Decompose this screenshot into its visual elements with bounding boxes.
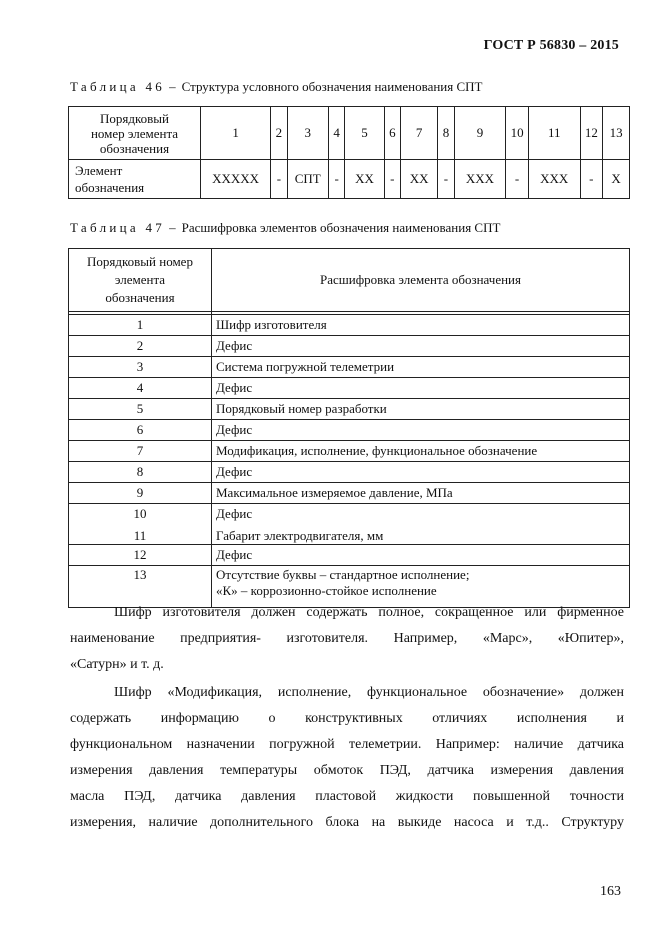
paragraph-line: Шифр «Модификация, исполнение, функциональное обозначение» должен [114,685,624,700]
table-46-row2-header [69,160,201,199]
table-46-element-cell: - [506,160,529,199]
table-46-number-cell: 3 [287,107,328,160]
table-row [69,336,630,357]
paragraph-line: «Сатурн» и т. д. [70,657,164,672]
table-46-number-cell: 7 [401,107,438,160]
table-47-num-cell: 7 [69,441,212,462]
table-47-header-row [69,249,630,312]
table-46-caption-dash: – [169,79,176,94]
paragraph-line: масла ПЭД, датчика давления пластовой жидкости повышенной точности [70,789,624,804]
table-47-text-cell: Дефис [212,378,630,399]
paragraph-line: измерения, наличие дополнительного блока на выкиде насоса и т.д.. Структуру [70,815,624,830]
table-47-text-cell: Дефис [212,336,630,357]
table-row [69,483,630,504]
table-47-text-line: Отсутствие буквы – стандартное исполнение; [216,567,470,582]
table-47-text-cell: Система погружной телеметрии [212,357,630,378]
paragraph-line: содержать информацию о конструктивных отличиях исполнения и [70,711,624,726]
table-46-number-cell: 10 [506,107,529,160]
table-47-col1-header-line: элемента [114,272,166,287]
table-47-num-line: 10 [133,506,147,521]
table-47-text-line: Дефис [216,506,253,521]
table-row [69,504,630,545]
table-46-row1-header-line: обозначения [99,140,170,156]
table-47-caption-title: Расшифровка элементов обозначения наименования СПТ [181,220,501,235]
table-47-text-cell: Модификация, исполнение, функциональное обозначение [212,441,630,462]
table-47-col1-header [69,249,212,312]
table-46-number-cell: 12 [580,107,603,160]
table-46-row1-header-line: номер элемента [90,125,179,141]
table-47-text-cell: Порядковый номер разработки [212,399,630,420]
table-row [69,441,630,462]
table-46-row2-header-line: Элемент [75,163,123,178]
table-46-element-cell: - [384,160,401,199]
table-47-caption-dash: – [169,220,176,235]
table-47-text-line: «К» – коррозионно-стойкое исполнение [216,583,437,598]
table-47-caption [70,220,500,236]
table-46-row1-header-line: Порядковый [100,110,169,126]
paragraph-line: Шифр изготовителя должен содержать полное, сокращенное или фирменное [114,605,624,620]
table-46-element-cell: - [580,160,603,199]
table-row [69,545,630,566]
table-46-number-cell: 1 [201,107,271,160]
table-row [69,357,630,378]
table-46-element-cell: - [271,160,288,199]
table-46-row2-header-line: обозначения [75,180,145,195]
table-47-text-cell: Дефис [212,545,630,566]
table-46-number-cell: 9 [454,107,506,160]
table-row [69,315,630,336]
table-46-number-cell: 4 [328,107,345,160]
table-47-num-cell: 8 [69,462,212,483]
table-47-text-cell: Максимальное измеряемое давление, МПа [212,483,630,504]
table-47-caption-label: Таблица 47 [70,220,166,235]
table-47-col1-header-line: Порядковый номер [87,254,193,269]
table-46-number-cell: 2 [271,107,288,160]
table-47-num-cell: 1 [69,315,212,336]
paragraph-line: наименование предприятия- изготовителя. Например, «Марс», «Юпитер», [70,631,624,646]
table-47-num-cell: 12 [69,545,212,566]
table-47-num-cell: 3 [69,357,212,378]
paragraph-manufacturer-code [70,600,624,678]
table-46-element-cell: - [328,160,345,199]
table-46-element-row [69,160,630,199]
table-46-number-cell: 8 [438,107,455,160]
table-row [69,399,630,420]
table-47-num-cell: 6 [69,420,212,441]
table-47-num-cell: 4 [69,378,212,399]
table-46-element-cell: XX [401,160,438,199]
table-46-element-cell: X [603,160,630,199]
table-47-num-line: 11 [133,528,147,543]
table-row [69,378,630,399]
table-47-text-cell [212,504,630,545]
table-46-number-row [69,107,630,160]
table-47-col1-header-line: обозначения [105,290,175,305]
table-46-element-cell: XXX [528,160,580,199]
table-47-text-cell: Дефис [212,420,630,441]
table-46-caption-title: Структура условного обозначения наименования СПТ [181,79,483,94]
table-47-num-cell: 9 [69,483,212,504]
table-46-row1-header [69,107,201,160]
standard-designation: ГОСТ Р 56830 – 2015 [483,38,619,53]
table-47-text-line: Габарит электродвигателя, мм [216,528,384,543]
table-row [69,462,630,483]
table-row [69,420,630,441]
page-number: 163 [600,884,621,899]
table-46-element-cell: XXXXX [201,160,271,199]
table-46-element-cell: XX [345,160,384,199]
table-46-number-cell: 5 [345,107,384,160]
paragraph-line: измерения давления температуры обмоток ПЭД, датчика измерения давления [70,763,624,778]
table-46-element-cell: СПТ [287,160,328,199]
table-46-number-cell: 6 [384,107,401,160]
table-46-element-cell: XXX [454,160,506,199]
table-47-text-cell: Дефис [212,462,630,483]
table-47-num-cell: 2 [69,336,212,357]
table-47-text-cell: Шифр изготовителя [212,315,630,336]
table-46-caption-label: Таблица 46 [70,79,166,94]
table-47-col2-header: Расшифровка элемента обозначения [212,249,630,312]
paragraph-line: функциональном назначении погружной телеметрии. Например: наличие датчика [70,737,624,752]
table-46-number-cell: 11 [528,107,580,160]
table-47-num-cell [69,504,212,545]
table-47-num-cell: 5 [69,399,212,420]
table-46-element-cell: - [438,160,455,199]
table-47-num-cell: 13 [69,566,212,608]
paragraph-modification-code [70,680,624,836]
table-46 [68,106,630,199]
table-46-caption [70,79,483,95]
table-46-number-cell: 13 [603,107,630,160]
table-47 [68,248,630,608]
